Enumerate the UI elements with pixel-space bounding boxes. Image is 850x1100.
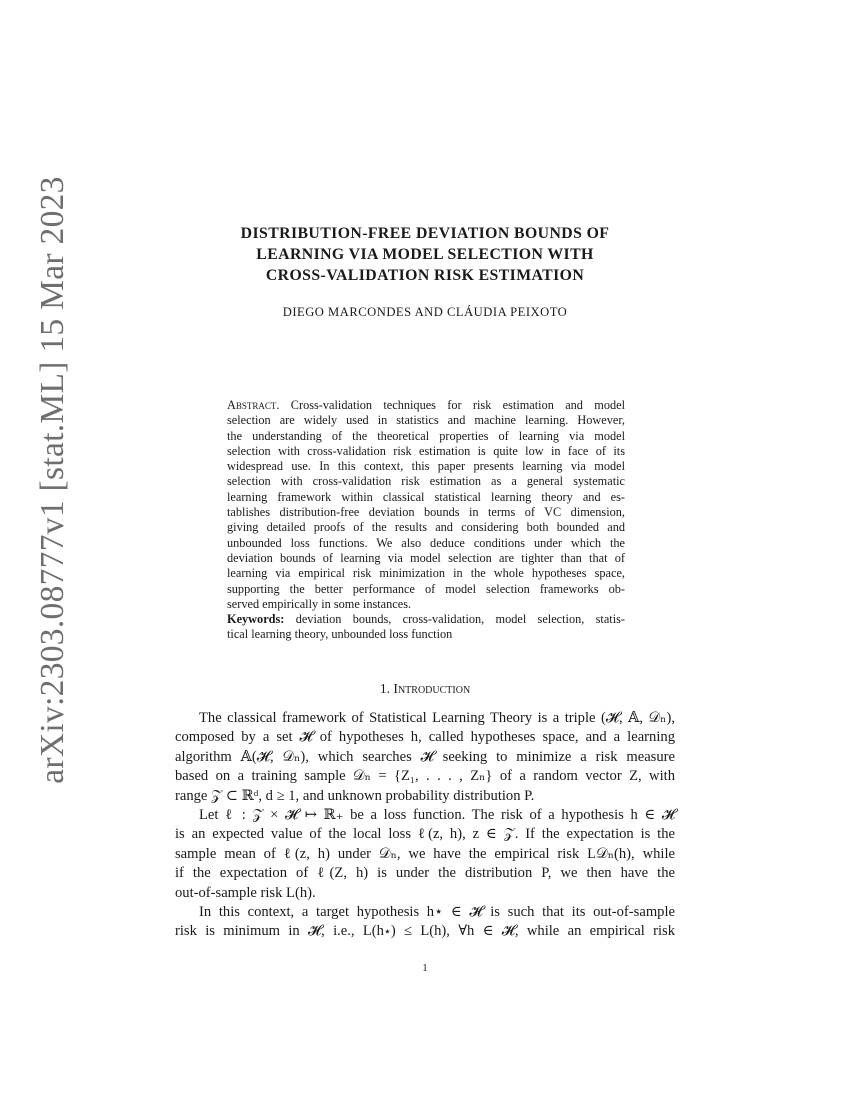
keywords-line: tical learning theory, unbounded loss function [227, 627, 453, 642]
abstract-line [227, 398, 625, 413]
abstract-line: supporting the better performance of model selection frameworks ob- [227, 581, 625, 596]
paper-authors: DIEGO MARCONDES AND CLÁUDIA PEIXOTO [282, 305, 568, 319]
keywords-line [227, 612, 625, 627]
abstract-line: served empirically in some instances. [227, 596, 412, 611]
page-number: 1 [422, 962, 428, 974]
body-line: In this context, a target hypothesis h⋆ ∈ 𝓗 is such that its out-of-sample [199, 904, 675, 921]
introduction-body [175, 709, 675, 942]
abstract-line: learning via empirical risk minimization in the whole hypotheses space, [227, 566, 625, 581]
abstract-label: Abstract. [227, 398, 280, 412]
keywords-text: deviation bounds, cross-validation, model selection, statis- [295, 612, 625, 627]
abstract [227, 398, 625, 643]
body-line: range 𝒵 ⊂ ℝᵈ, d ≥ 1, and unknown probability distribution P. [175, 787, 535, 804]
body-line: composed by a set 𝓗 of hypotheses h, called hypotheses space, and a learning [175, 729, 675, 746]
abstract-line: selection with cross-validation risk estimation as a general systematic [227, 474, 625, 489]
abstract-line: unbounded loss functions. We also deduce conditions under which the [227, 535, 625, 550]
keywords-label: Keywords: [227, 612, 285, 627]
abstract-line: widespread use. In this context, this paper presents learning via model [227, 459, 625, 474]
body-line: if the expectation of ℓ(Z, h) is under the distribution P, we then have the [175, 865, 675, 882]
section-heading-introduction: 1. Introduction [379, 681, 471, 696]
body-line: out-of-sample risk L(h). [175, 884, 316, 901]
body-line: sample mean of ℓ(z, h) under 𝒟ₙ, we have the empirical risk L𝒟ₙ(h), while [175, 845, 675, 862]
abstract-line: learning framework within classical statistical learning theory and es- [227, 489, 625, 504]
abstract-line: selection with cross-validation risk estimation is quite low in face of its [227, 443, 625, 458]
title-line: LEARNING VIA MODEL SELECTION WITH [256, 246, 594, 263]
body-line: is an expected value of the local loss ℓ(z, h), z ∈ 𝒵. If the expectation is the [175, 826, 675, 843]
body-line: risk is minimum in 𝓗, i.e., L(h⋆) ≤ L(h), ∀h ∈ 𝓗, while an empirical risk [175, 923, 675, 940]
abstract-line: tablishes distribution-free deviation bounds in terms of VC dimension, [227, 505, 625, 520]
abstract-line: deviation bounds of learning via model selection are tighter than that of [227, 550, 625, 565]
arxiv-identifier-text: arXiv:2303.08777v1 [stat.ML] 15 Mar 2023 [34, 176, 71, 784]
body-line: algorithm 𝔸(𝓗, 𝒟ₙ), which searches 𝓗 seeking to minimize a risk measure [175, 748, 675, 765]
abstract-line: the understanding of the theoretical properties of learning via model [227, 428, 625, 443]
paper-title [150, 223, 700, 286]
body-line: The classical framework of Statistical Learning Theory is a triple (𝓗, 𝔸, 𝒟ₙ), [199, 710, 675, 726]
title-line: CROSS-VALIDATION RISK ESTIMATION [265, 267, 585, 284]
body-line: based on a training sample 𝒟ₙ = {Z₁, . . . , Zₙ} of a random vector Z, with [175, 768, 675, 785]
title-line: DISTRIBUTION-FREE DEVIATION BOUNDS OF [240, 225, 610, 242]
abstract-line-text: Cross-validation techniques for risk estimation and model [290, 398, 625, 412]
abstract-line: giving detailed proofs of the results and considering both bounded and [227, 520, 625, 535]
body-line: Let ℓ : 𝒵 × 𝓗 ↦ ℝ₊ be a loss function. The risk of a hypothesis h ∈ 𝓗 [199, 807, 675, 824]
abstract-line: selection are widely used in statistics and machine learning. However, [227, 413, 625, 428]
